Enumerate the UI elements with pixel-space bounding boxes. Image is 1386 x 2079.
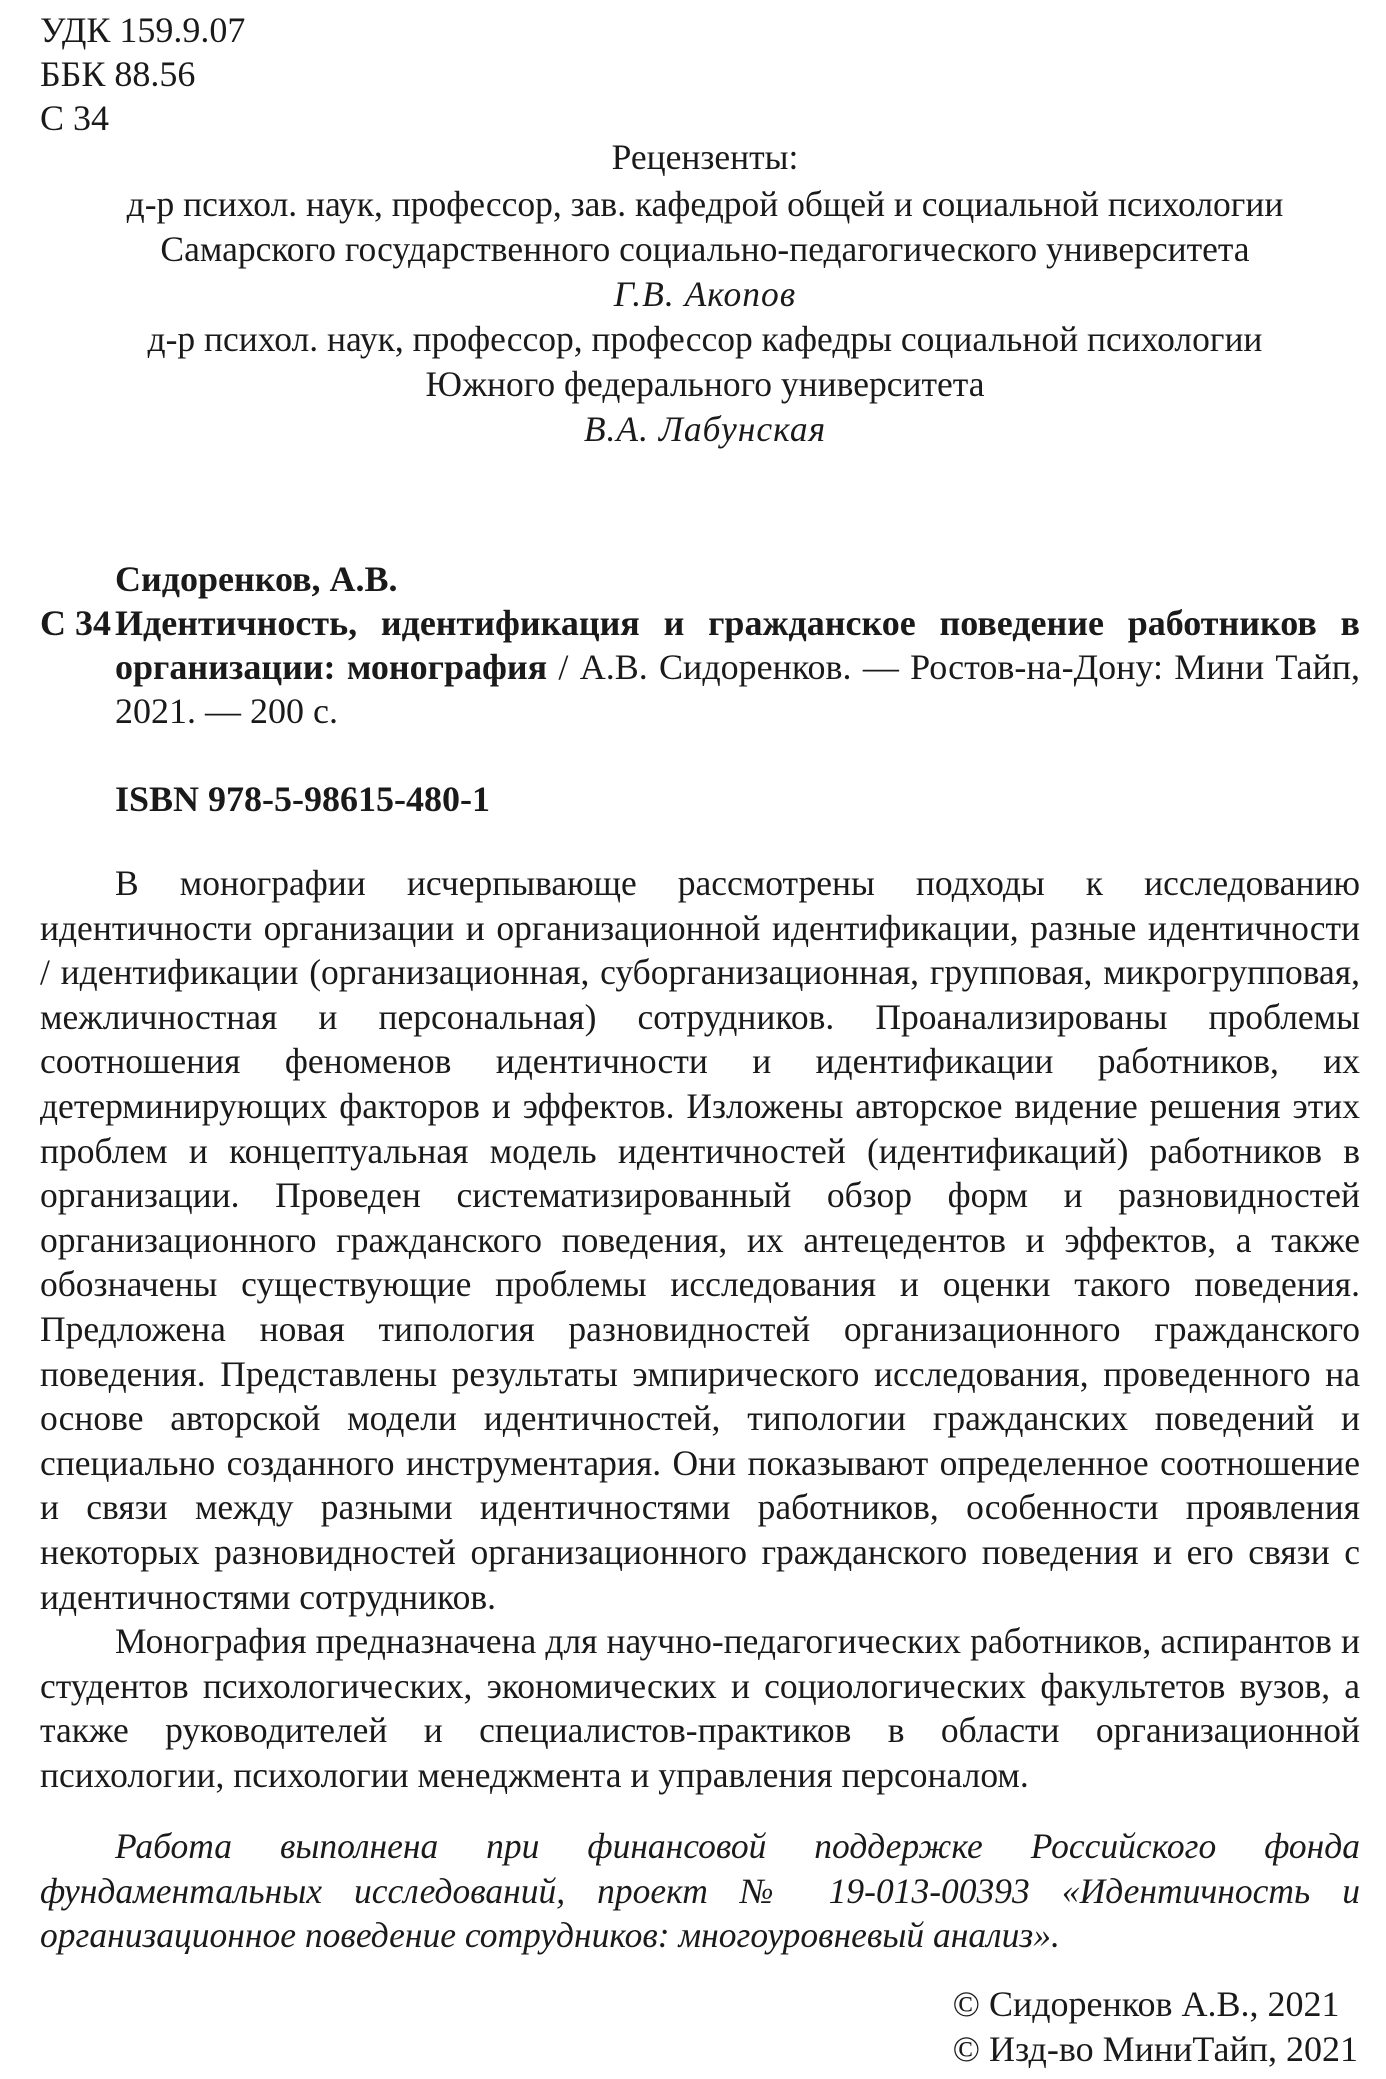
isbn: ISBN 978-5-98615-480-1 xyxy=(115,779,490,819)
bib-author: Сидоренков, А.В. xyxy=(115,559,398,599)
reviewers-block xyxy=(40,135,1370,452)
author-sign: С 34 xyxy=(40,98,110,138)
bbk-code: ББК 88.56 xyxy=(40,54,196,94)
bib-title: Идентичность, идентификация и гражданское поведение работников в организации: монография xyxy=(115,603,1360,687)
reviewer1-affiliation: Самарского государственного социально-педагогического университета xyxy=(160,229,1250,269)
copyright-block xyxy=(953,1982,1358,2072)
reviewer2-affiliation: Южного федерального университета xyxy=(425,364,985,404)
bib-publication-info: / А.В. Сидоренков. — Ростов-на-Дону: Мини Тайп, 2021. — 200 с. xyxy=(115,647,1360,731)
bib-description xyxy=(115,601,1360,733)
reviewer2-name: В.А. Лабунская xyxy=(583,409,827,449)
copyright-author: © Сидоренков А.В., 2021 xyxy=(952,1984,1340,2024)
bib-entry xyxy=(40,601,1360,733)
classification-codes xyxy=(40,8,245,140)
reviewer2-credentials: д-р психол. наук, профессор, профессор кафедры социальной психологии xyxy=(147,319,1263,359)
funding-text: Работа выполнена при финансовой поддержке Российского фонда фундаментальных исследований, проект № 19-013-00393 «Идентичность и организационное поведение сотрудников: многоуровневый анализ». xyxy=(40,1826,1360,1956)
abstract-paragraph-1: В монографии исчерпывающе рассмотрены подходы к исследованию идентичности организации и организационной идентификации, разные идентичности / идентификации (организационная, суборганизационная, групповая, микрогрупповая, межличностная и персональная) сотрудников. Проанализированы проблемы соотношения феноменов идентичности и идентификации работников, их детерминирующих факторов и эффектов. Изложены авторское видение решения этих проблем и концептуальная модель идентичностей (идентификаций) работников в организации. Проведен систематизированный обзор форм и разновидностей организационного гражданского поведения, их антецедентов и эффектов, а также обозначены существующие проблемы исследования и оценки такого поведения. Предложена новая типология разновидностей организационного гражданского поведения. Представлены результаты эмпирического исследования, проведенного на основе авторской модели идентичностей, типологии гражданских поведений и специально созданного инструментария. Они показывают определенное соотношение и связи между разными идентичностями работников, особенности проявления некоторых разновидностей организационного гражданского поведения и его связи с идентичностями сотрудников. xyxy=(40,863,1360,1617)
reviewers-heading: Рецензенты: xyxy=(611,137,799,177)
funding-note xyxy=(40,1824,1360,1958)
bib-index: С 34 xyxy=(40,603,111,643)
abstract-paragraph-2: Монография предназначена для научно-педагогических работников, аспирантов и студентов психологических, экономических и социологических факультетов вузов, а также руководителей и специалистов-практиков в области организационной психологии, психологии менеджмента и управления персоналом. xyxy=(40,1621,1360,1795)
reviewer1-credentials: д-р психол. наук, профессор, зав. кафедрой общей и социальной психологии xyxy=(126,184,1284,224)
udk-code: УДК 159.9.07 xyxy=(40,10,246,50)
bibliographic-record xyxy=(40,557,1360,733)
copyright-publisher: © Изд-во МиниТайп, 2021 xyxy=(952,2029,1358,2069)
abstract xyxy=(40,861,1360,1797)
reviewer1-name: Г.В. Акопов xyxy=(613,274,797,314)
